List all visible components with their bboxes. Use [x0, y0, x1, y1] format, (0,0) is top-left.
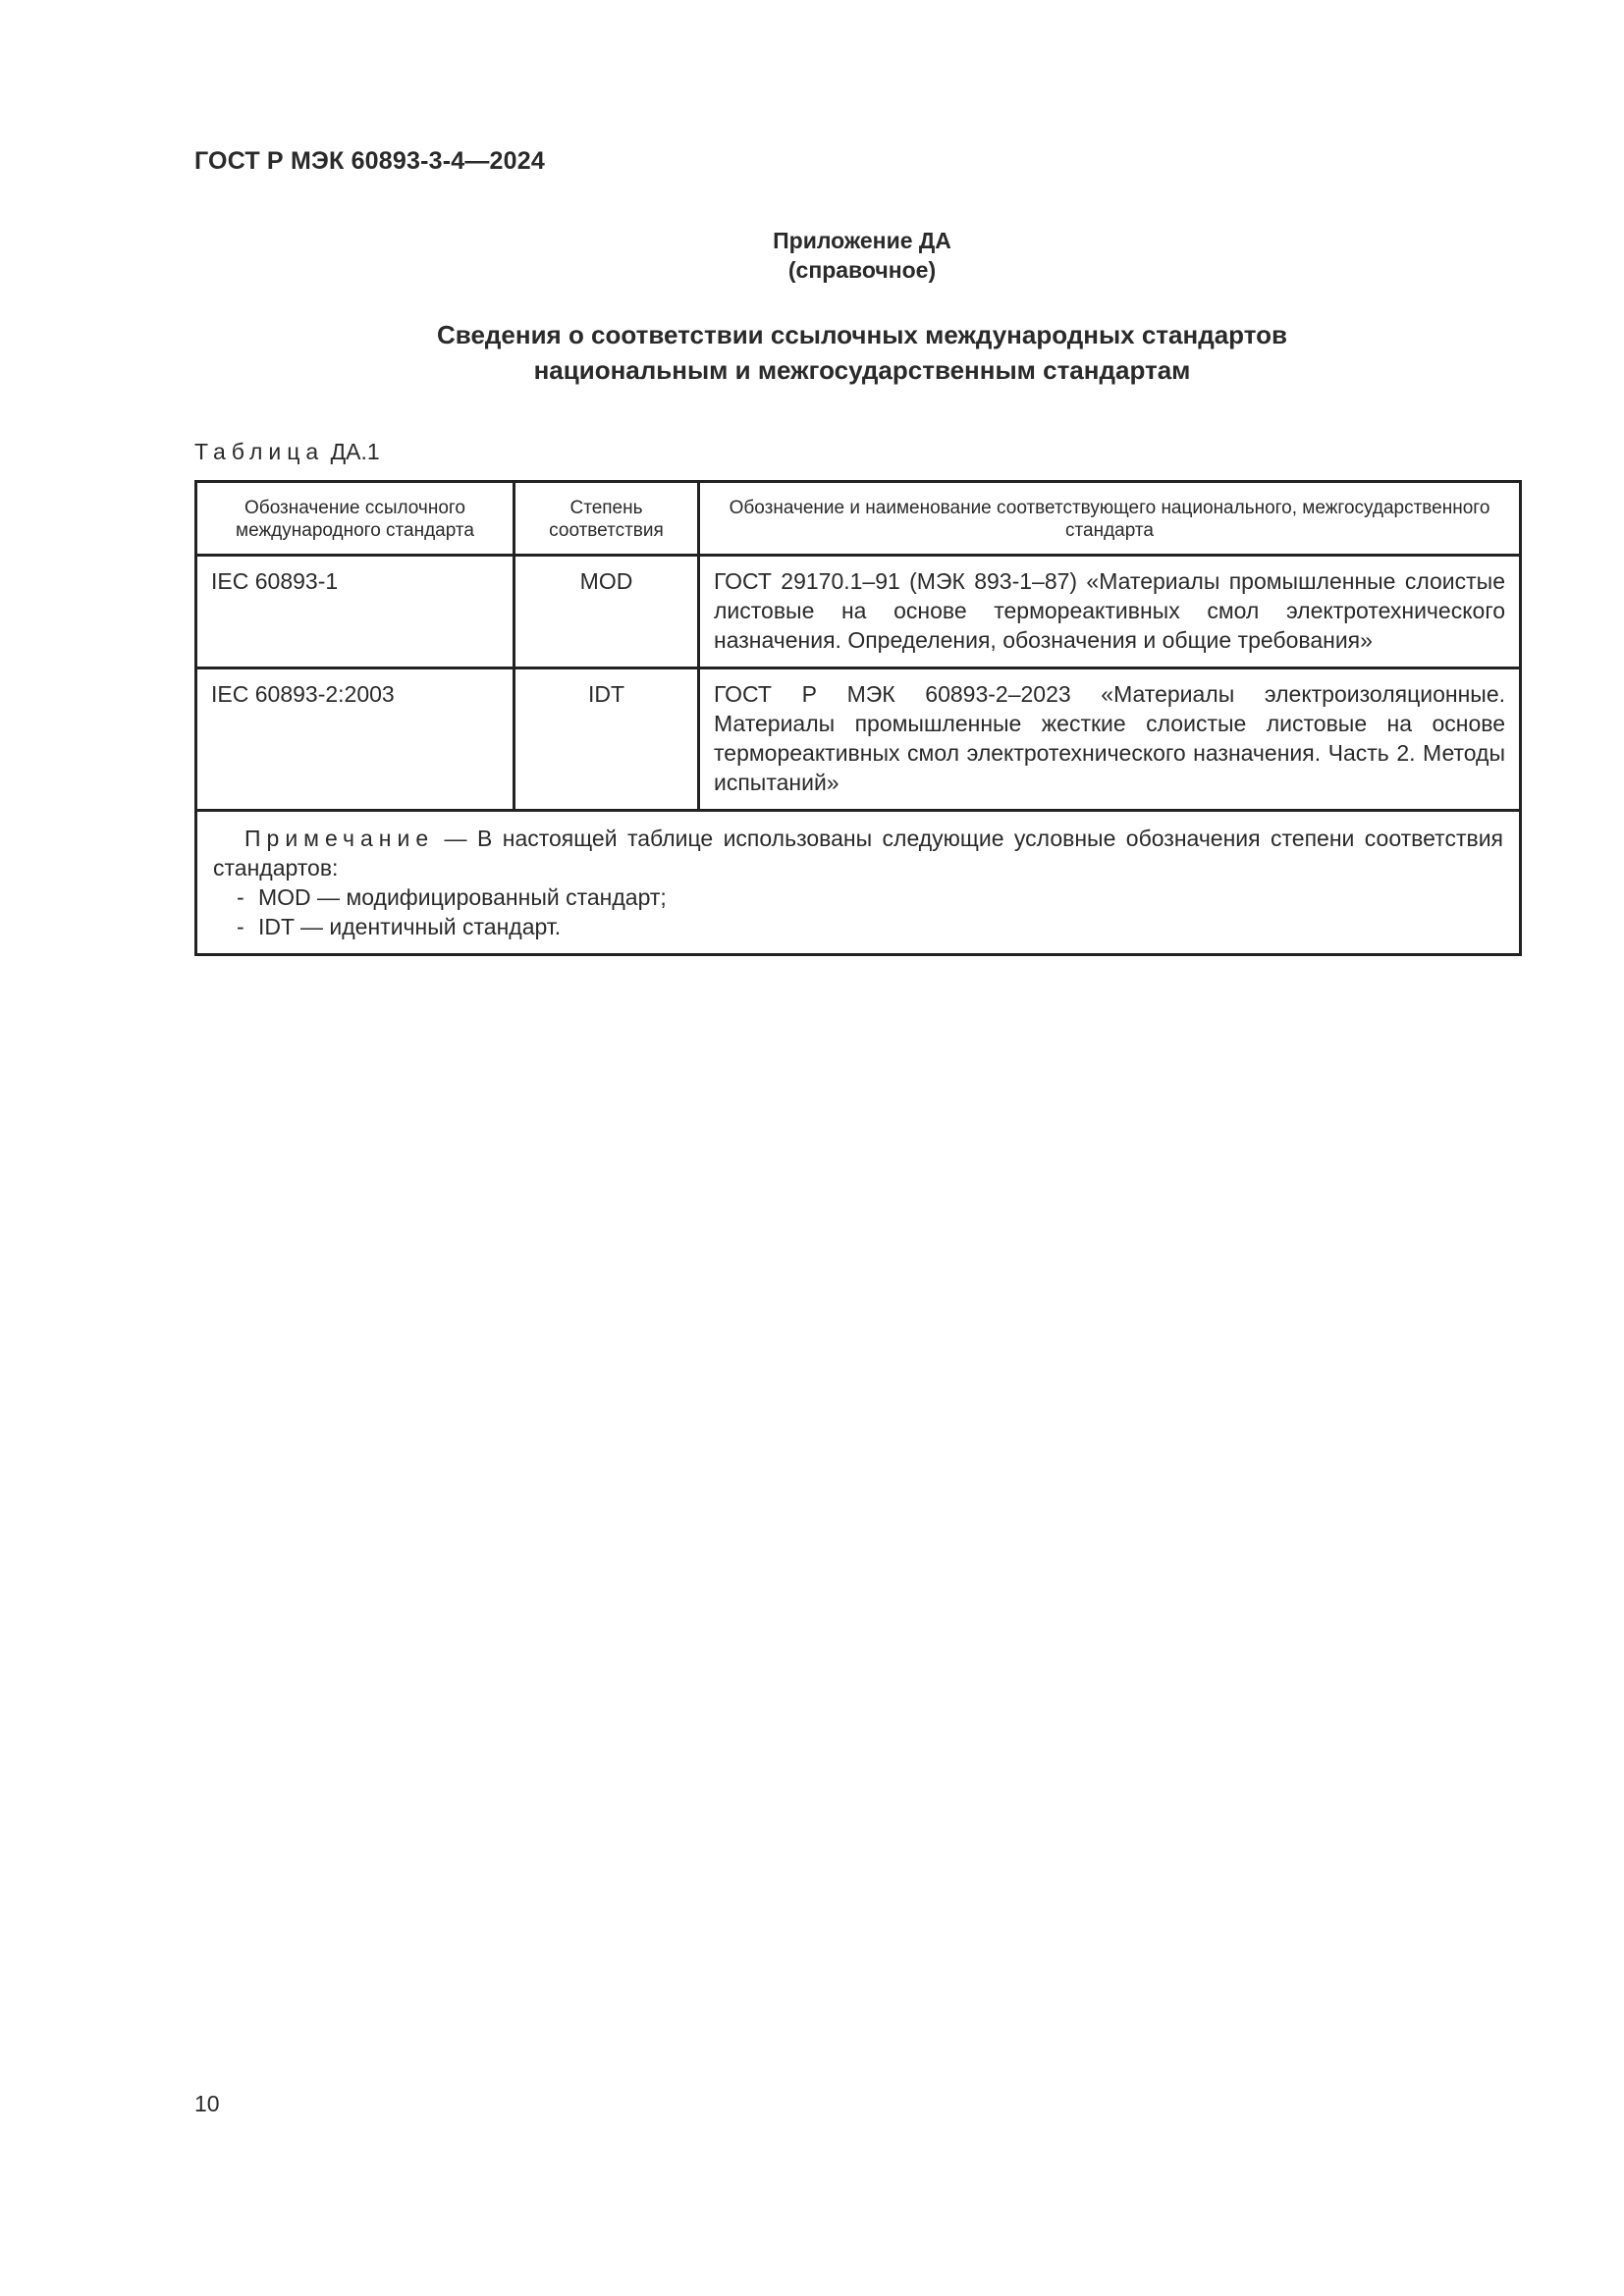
correspondence-table — [194, 480, 1522, 956]
header-designation: Обозначение ссылочного международного стандарта — [196, 482, 514, 556]
table-caption-word: Таблица — [194, 439, 325, 464]
table-note-row — [196, 811, 1521, 955]
note-text — [213, 824, 1503, 882]
note-list-item: - MOD — модифицированный стандарт; — [258, 882, 1503, 912]
section-title-line1: Сведения о соответствии ссылочных международных стандартов — [437, 320, 1287, 349]
table-caption — [194, 439, 380, 465]
cell-degree: IDT — [514, 668, 699, 811]
table-note — [196, 811, 1521, 955]
note-list-item: - IDT — идентичный стандарт. — [258, 912, 1503, 941]
cell-designation: IEC 60893-1 — [196, 556, 514, 668]
table-header-row — [196, 482, 1521, 556]
cell-national-standard: ГОСТ Р МЭК 60893-2–2023 «Материалы электроизоляционные. Материалы промышленные жесткие слоистые листовые на основе термореактивных смол электротехнического назначения. Часть 2. Методы испытаний» — [699, 668, 1521, 811]
header-degree: Степень соответствия — [514, 482, 699, 556]
table-row — [196, 668, 1521, 811]
cell-national-standard: ГОСТ 29170.1–91 (МЭК 893-1–87) «Материалы промышленные слоистые листовые на основе термореактивных смол электротехнического назначения. Определения, обозначения и общие требования» — [699, 556, 1521, 668]
section-title-line2: национальным и межгосударственным стандартам — [533, 355, 1191, 385]
note-body: — В настоящей таблице использованы следующие условные обозначения степени соответствия стандартов: — [213, 826, 1503, 881]
note-label: Примечание — [244, 826, 435, 851]
page-number: 10 — [194, 2091, 220, 2116]
table-row — [196, 556, 1521, 668]
cell-degree: MOD — [514, 556, 699, 668]
header-national-standard: Обозначение и наименование соответствующего национального, межгосударственного стандарта — [699, 482, 1521, 556]
table-caption-number: ДА.1 — [330, 439, 380, 464]
annex-subtitle: (справочное) — [787, 257, 937, 283]
cell-designation: IEC 60893-2:2003 — [196, 668, 514, 811]
note-list — [213, 882, 1503, 941]
annex-title: Приложение ДА — [773, 228, 951, 253]
document-code: ГОСТ Р МЭК 60893-3-4—2024 — [194, 147, 545, 175]
